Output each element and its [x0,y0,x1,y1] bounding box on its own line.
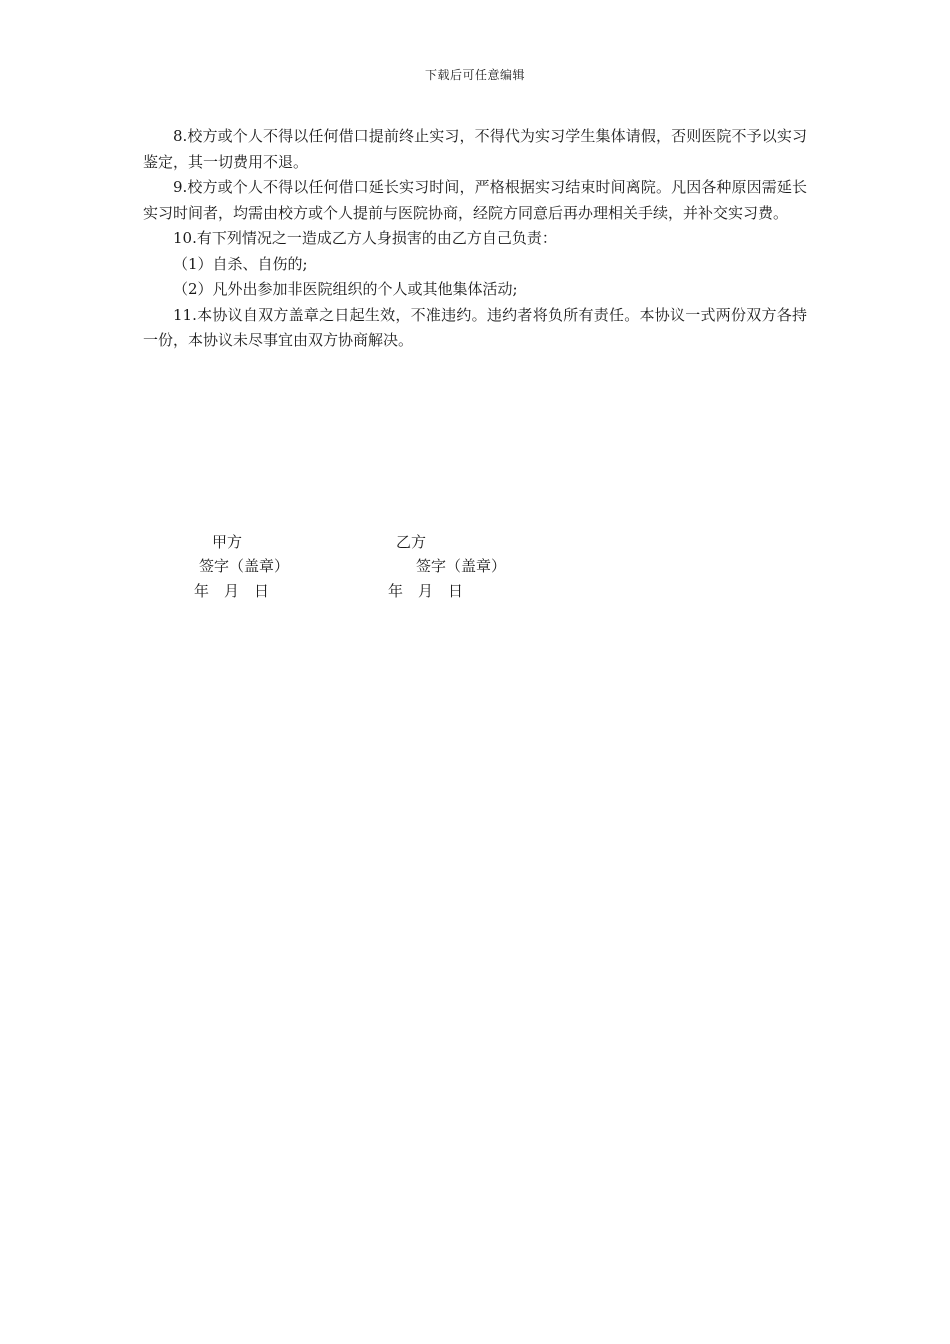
page-header: 下载后可任意编辑 [424,68,525,82]
clause-10: 10.有下列情况之一造成乙方人身损害的由乙方自己负责： [173,229,557,247]
party-b-date: 年 月 日 [388,582,464,600]
clause-10-item-2: （2）凡外出参加非医院组织的个人或其他集体活动; [173,280,518,298]
party-b-label: 乙方 [396,533,427,551]
clause-10-item-1: （1）自杀、自伤的; [173,254,308,273]
clause-11: 11.本协议自双方盖章之日起生效，不准违约。违约者将负所有责任。本协议一式两份双方各持一份，本协议未尽事宜由双方协商解决。 [143,305,807,349]
party-a-sign: 签字（盖章） [199,557,290,575]
party-a-date: 年 月 日 [194,582,270,600]
party-a-label: 甲方 [212,533,243,551]
clause-8: 8.校方或个人不得以任何借口提前终止实习，不得代为实习学生集体请假，否则医院不予以实习鉴定，其一切费用不退。 [143,127,807,171]
clause-9: 9.校方或个人不得以任何借口延长实习时间，严格根据实习结束时间离院。凡因各种原因需延长实习时间者，均需由校方或个人提前与医院协商，经院方同意后再办理相关手续，并补交实习费。 [143,178,807,222]
agreement-clauses [143,124,807,354]
party-b-sign: 签字（盖章） [416,557,507,575]
